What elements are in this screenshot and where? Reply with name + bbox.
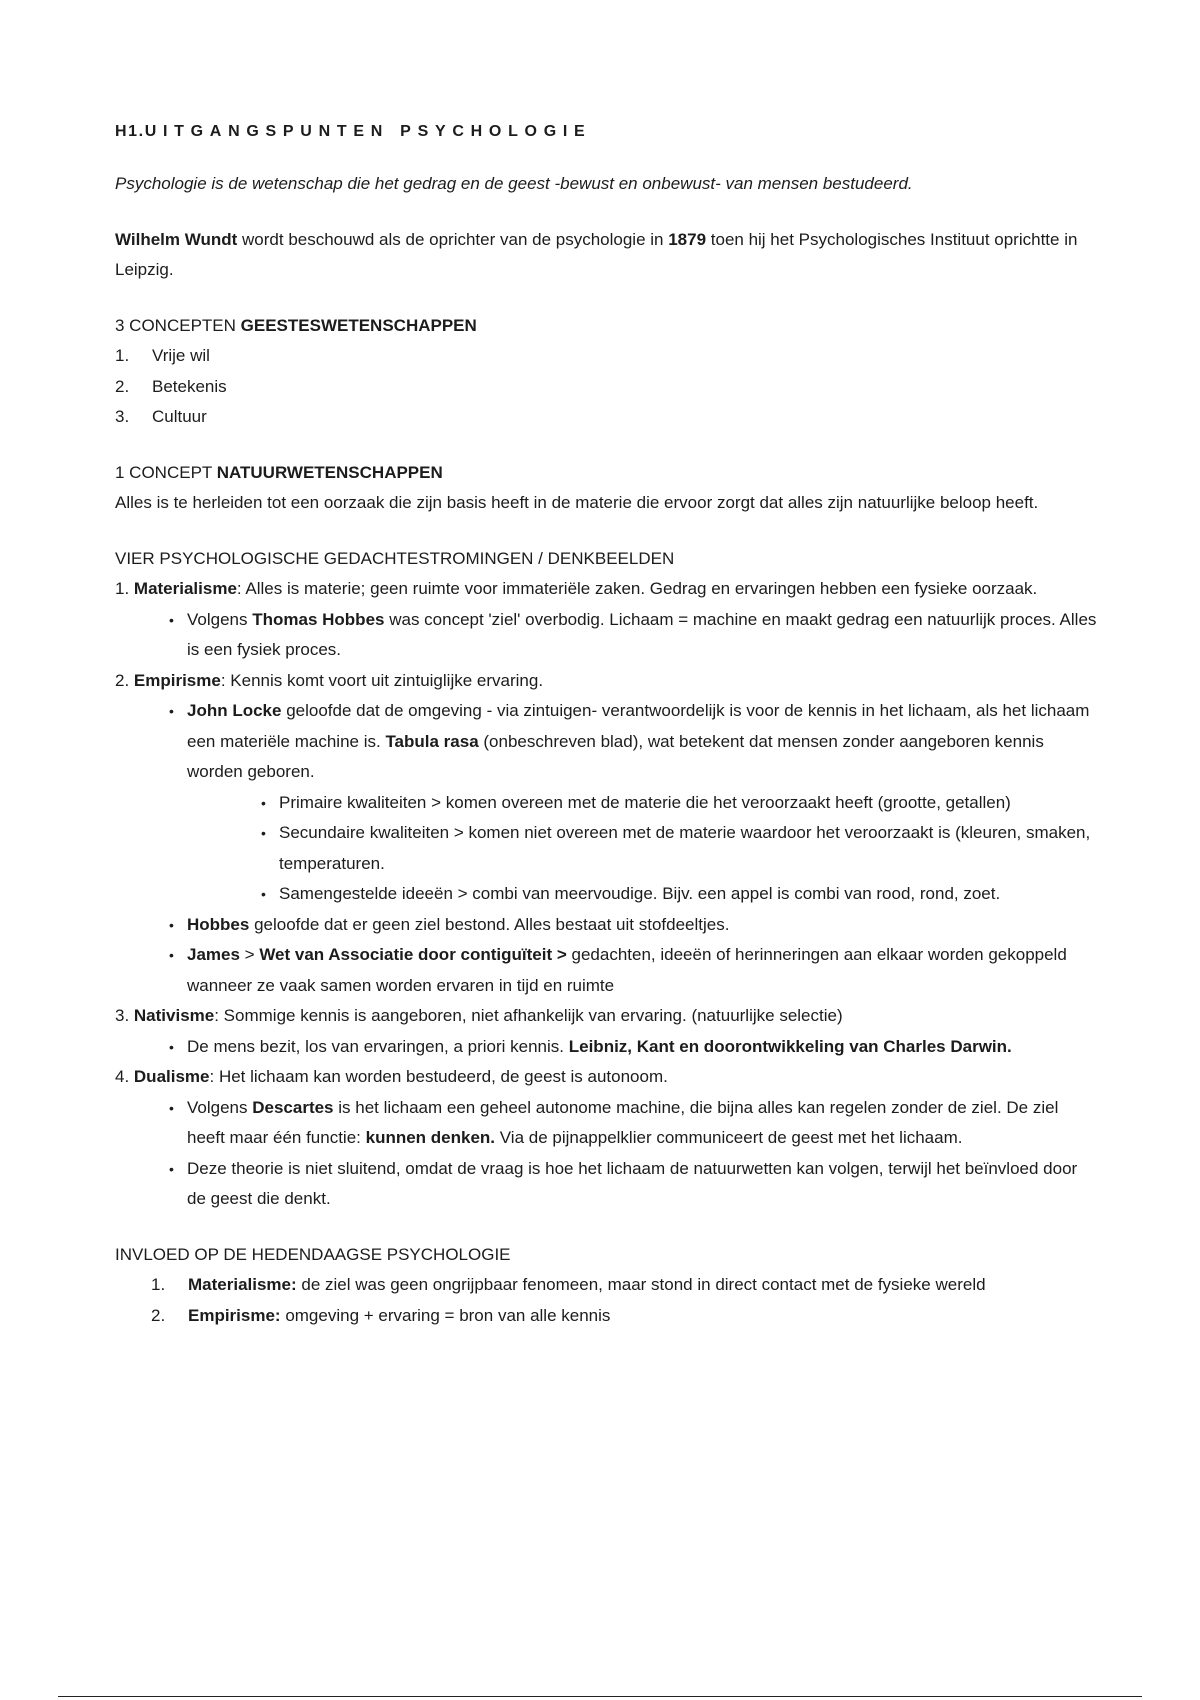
item-text: : Kennis komt voort uit zintuiglijke ervaring. [220, 670, 544, 690]
sub-bullet-item: • Samengestelde ideeën > combi van meervoudige. Bijv. een appel is combi van rood, rond, zoet. [279, 879, 1100, 910]
invloed-list [115, 1270, 1100, 1331]
item-text: : Sommige kennis is aangeboren, niet afhankelijk van ervaring. (natuurlijke selectie) [214, 1006, 843, 1025]
document-content [115, 120, 1100, 1331]
wundt-text-2: toen hij het Psychologisches Instituut oprichtte in Leipzig. [115, 229, 1078, 279]
heading-bold: NATUURWETENSCHAPPEN [216, 462, 443, 482]
list-number: 2. [115, 376, 130, 396]
title-text: UITGANGSPUNTEN PSYCHOLOGIE [144, 123, 592, 140]
heading-prefix: 1 CONCEPT [115, 462, 217, 482]
bullet-text: geloofde dat er geen ziel bestond. Alles bestaat uit stofdeeltjes. [249, 914, 730, 934]
natuurwetenschappen-section [115, 458, 1100, 519]
bullet-text: > [239, 945, 260, 964]
item-text: : Alles is materie; geen ruimte voor immateriële zaken. Gedrag en ervaringen hebben een fysieke oorzaak. [236, 579, 1038, 598]
item-number: 4. [115, 1067, 134, 1086]
bullet-text: (onbeschreven blad), wat betekent dat mensen zonder aangeboren kennis worden geboren. [187, 731, 1044, 781]
item-number: 2. [115, 670, 134, 690]
list-item [115, 1270, 1100, 1301]
bullet-bold: James [187, 945, 240, 964]
bullet-text: Volgens [187, 1097, 253, 1117]
bullet-item [187, 910, 1100, 941]
list-term: Empirisme: [188, 1305, 281, 1325]
nativisme-bullets [115, 1032, 1100, 1063]
bullet-bold: Descartes [252, 1097, 334, 1117]
heading-prefix: 3 CONCEPTEN [115, 315, 241, 335]
list-number: 3. [115, 407, 130, 426]
wundt-text-1: wordt beschouwd als de oprichter van de psychologie in [237, 229, 669, 249]
geesteswetenschappen-heading [115, 311, 1100, 342]
kwaliteiten-sublist [187, 788, 1100, 910]
list-number: 1. [115, 346, 130, 365]
bullet-bold: Leibniz, Kant en doorontwikkeling van Charles Darwin. [568, 1036, 1012, 1056]
bullet-text: is het lichaam een geheel autonome machine, die bijna alles kan regelen zonder de ziel. De ziel heeft maar één functie: [187, 1097, 1059, 1147]
natuurwetenschappen-text: Alles is te herleiden tot een oorzaak die zijn basis heeft in de materie die ervoor zorgt dat alles zijn natuurlijke beloop heeft. [115, 493, 1039, 512]
invloed-section [115, 1240, 1100, 1332]
item-term: Dualisme [133, 1067, 210, 1086]
materialisme-bullets [115, 605, 1100, 666]
wundt-year: 1879 [668, 229, 707, 249]
list-item [115, 402, 1100, 433]
bullet-text: gedachten, ideeën of herinneringen aan elkaar worden gekoppeld wanneer ze vaak samen worden ervaren in tijd en ruimte [187, 945, 1067, 995]
item-term: Materialisme [133, 579, 237, 598]
wundt-name: Wilhelm Wundt [115, 229, 238, 249]
list-text: de ziel was geen ongrijpbaar fenomeen, maar stond in direct contact met de fysieke wereld [296, 1275, 986, 1294]
list-label: Cultuur [152, 407, 207, 426]
geesteswetenschappen-list [115, 341, 1100, 433]
bullet-bold: John Locke [187, 701, 282, 720]
item-number: 3. [115, 1006, 134, 1025]
bullet-item [187, 940, 1100, 1001]
bullet-item: • Deze theorie is niet sluitend, omdat de vraag is hoe het lichaam de natuurwetten kan volgen, terwijl het beïnvloed door de geest die denkt. [187, 1154, 1100, 1215]
list-term: Materialisme: [188, 1275, 297, 1294]
bullet-item [187, 1032, 1100, 1063]
geesteswetenschappen-section [115, 311, 1100, 433]
materialisme-item [115, 574, 1100, 605]
intro-definition: Psychologie is de wetenschap die het gedrag en de geest -bewust en onbewust- van mensen bestudeerd. [115, 174, 913, 193]
heading-bold: GEESTESWETENSCHAPPEN [240, 315, 477, 335]
empirisme-item [115, 666, 1100, 697]
item-term: Nativisme [133, 1006, 215, 1025]
bullet-bold: Thomas Hobbes [252, 609, 385, 629]
nativisme-item [115, 1001, 1100, 1032]
list-item [115, 372, 1100, 403]
bullet-bold: Wet van Associatie door contiguïteit > [259, 945, 567, 964]
list-item [115, 341, 1100, 372]
stromingen-section [115, 544, 1100, 1215]
bullet-bold: Tabula rasa [385, 731, 479, 751]
bullet-bold: kunnen denken. [365, 1128, 496, 1147]
item-text: : Het lichaam kan worden bestudeerd, de geest is autonoom. [209, 1067, 668, 1086]
page-title [115, 120, 1100, 144]
natuurwetenschappen-heading [115, 458, 1100, 489]
bullet-item [187, 605, 1100, 666]
bullet-item [187, 1093, 1100, 1154]
invloed-heading: INVLOED OP DE HEDENDAAGSE PSYCHOLOGIE [115, 1244, 511, 1264]
empirisme-bullets [115, 696, 1100, 1001]
sub-bullet-item: • Secundaire kwaliteiten > komen niet overeen met de materie waardoor het veroorzaakt is (kleuren, smaken, temperaturen. [279, 818, 1100, 879]
list-text: omgeving + ervaring = bron van alle kennis [280, 1305, 611, 1325]
bullet-item [187, 696, 1100, 910]
dualisme-bullets [115, 1093, 1100, 1215]
footer-divider [58, 1696, 1142, 1697]
sub-bullet-item: • Primaire kwaliteiten > komen overeen met de materie die het veroorzaakt heeft (grootte, getallen) [279, 788, 1100, 819]
wundt-paragraph [115, 225, 1100, 286]
list-number: 1. [151, 1275, 166, 1294]
item-term: Empirisme [133, 670, 221, 690]
bullet-text: De mens bezit, los van ervaringen, a priori kennis. [187, 1036, 569, 1056]
list-content [188, 1270, 986, 1301]
list-label: Vrije wil [152, 346, 210, 365]
list-number: 2. [151, 1305, 166, 1325]
bullet-text: was concept 'ziel' overbodig. Lichaam = machine en maakt gedrag een natuurlijk proces. Alles is een fysiek proces. [187, 609, 1097, 659]
item-number: 1. [115, 579, 134, 598]
stromingen-heading: VIER PSYCHOLOGISCHE GEDACHTESTROMINGEN / DENKBEELDEN [115, 548, 675, 568]
bullet-text: Volgens [187, 609, 253, 629]
bullet-text: Via de pijnappelklier communiceert de geest met het lichaam. [495, 1128, 963, 1147]
list-content [188, 1301, 610, 1332]
bullet-bold: Hobbes [187, 914, 250, 934]
list-label: Betekenis [152, 376, 227, 396]
dualisme-item [115, 1062, 1100, 1093]
list-item [115, 1301, 1100, 1332]
title-prefix: H1. [115, 123, 145, 140]
bullet-text: geloofde dat de omgeving - via zintuigen- verantwoordelijk is voor de kennis in het lichaam, als het lichaam een materiële machine is. [187, 701, 1090, 751]
